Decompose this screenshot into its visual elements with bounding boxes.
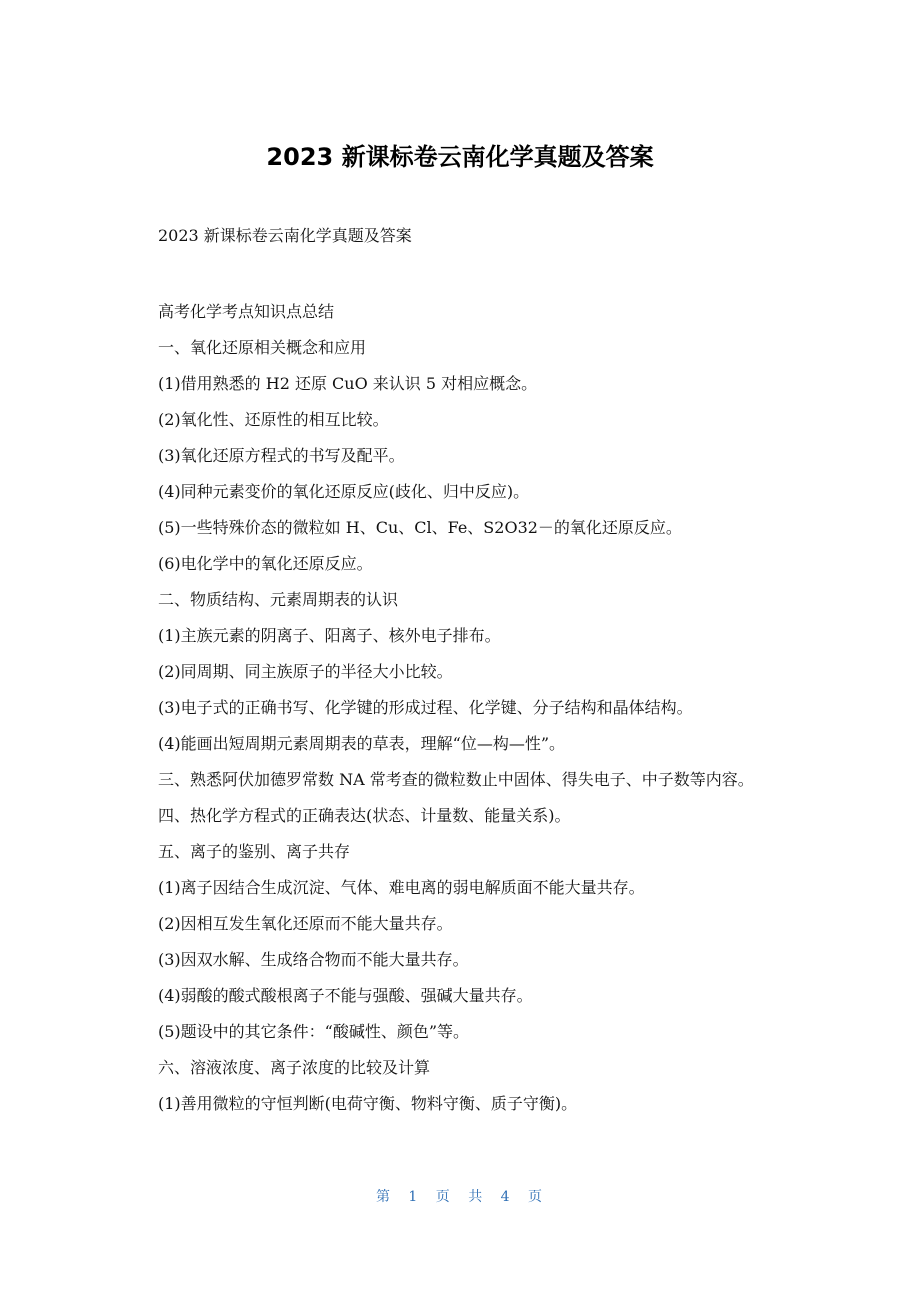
paragraph: (5)题设中的其它条件：“酸碱性、颜色”等。 xyxy=(158,1022,470,1041)
paragraph: (2)因相互发生氧化还原而不能大量共存。 xyxy=(158,914,453,933)
paragraph: 一、氧化还原相关概念和应用 xyxy=(158,338,367,357)
paragraph: (3)因双水解、生成络合物而不能大量共存。 xyxy=(158,950,469,969)
paragraph: (1)离子因结合生成沉淀、气体、难电离的弱电解质面不能大量共存。 xyxy=(158,878,645,897)
paragraph: (3)电子式的正确书写、化学键的形成过程、化学键、分子结构和晶体结构。 xyxy=(158,698,693,717)
paragraph: (5)一些特殊价态的微粒如 H、Cu、Cl、Fe、S2O32－的氧化还原反应。 xyxy=(158,518,682,537)
paragraph: (1)借用熟悉的 H2 还原 CuO 来认识 5 对相应概念。 xyxy=(158,374,538,393)
paragraph: (4)同种元素变价的氧化还原反应(歧化、归中反应)。 xyxy=(158,482,530,501)
document-body xyxy=(140,222,782,1122)
page-footer: 第 1 页 共 4 页 xyxy=(375,1189,545,1205)
paragraph: (2)同周期、同主族原子的半径大小比较。 xyxy=(158,662,453,681)
paragraph: 四、热化学方程式的正确表达(状态、计量数、能量关系)。 xyxy=(158,806,571,825)
paragraph: (3)氧化还原方程式的书写及配平。 xyxy=(158,446,405,465)
document-subtitle: 2023 新课标卷云南化学真题及答案 xyxy=(158,226,412,245)
paragraph: 三、熟悉阿伏加德罗常数 NA 常考查的微粒数止中固体、得失电子、中子数等内容。 xyxy=(158,770,754,789)
paragraph: 高考化学考点知识点总结 xyxy=(158,302,335,321)
paragraph: (1)善用微粒的守恒判断(电荷守衡、物料守衡、质子守衡)。 xyxy=(158,1094,578,1113)
paragraph: (4)能画出短周期元素周期表的草表，理解“位—构—性”。 xyxy=(158,734,566,753)
paragraph: (1)主族元素的阴离子、阳离子、核外电子排布。 xyxy=(158,626,501,645)
paragraph: (2)氧化性、还原性的相互比较。 xyxy=(158,410,389,429)
paragraph: 五、离子的鉴别、离子共存 xyxy=(158,842,351,861)
paragraph: 六、溶液浓度、离子浓度的比较及计算 xyxy=(158,1058,431,1077)
paragraph: 二、物质结构、元素周期表的认识 xyxy=(158,590,399,609)
paragraph: (4)弱酸的酸式酸根离子不能与强酸、强碱大量共存。 xyxy=(158,986,533,1005)
paragraph: (6)电化学中的氧化还原反应。 xyxy=(158,554,373,573)
page-title: 2023 新课标卷云南化学真题及答案 xyxy=(266,143,654,171)
